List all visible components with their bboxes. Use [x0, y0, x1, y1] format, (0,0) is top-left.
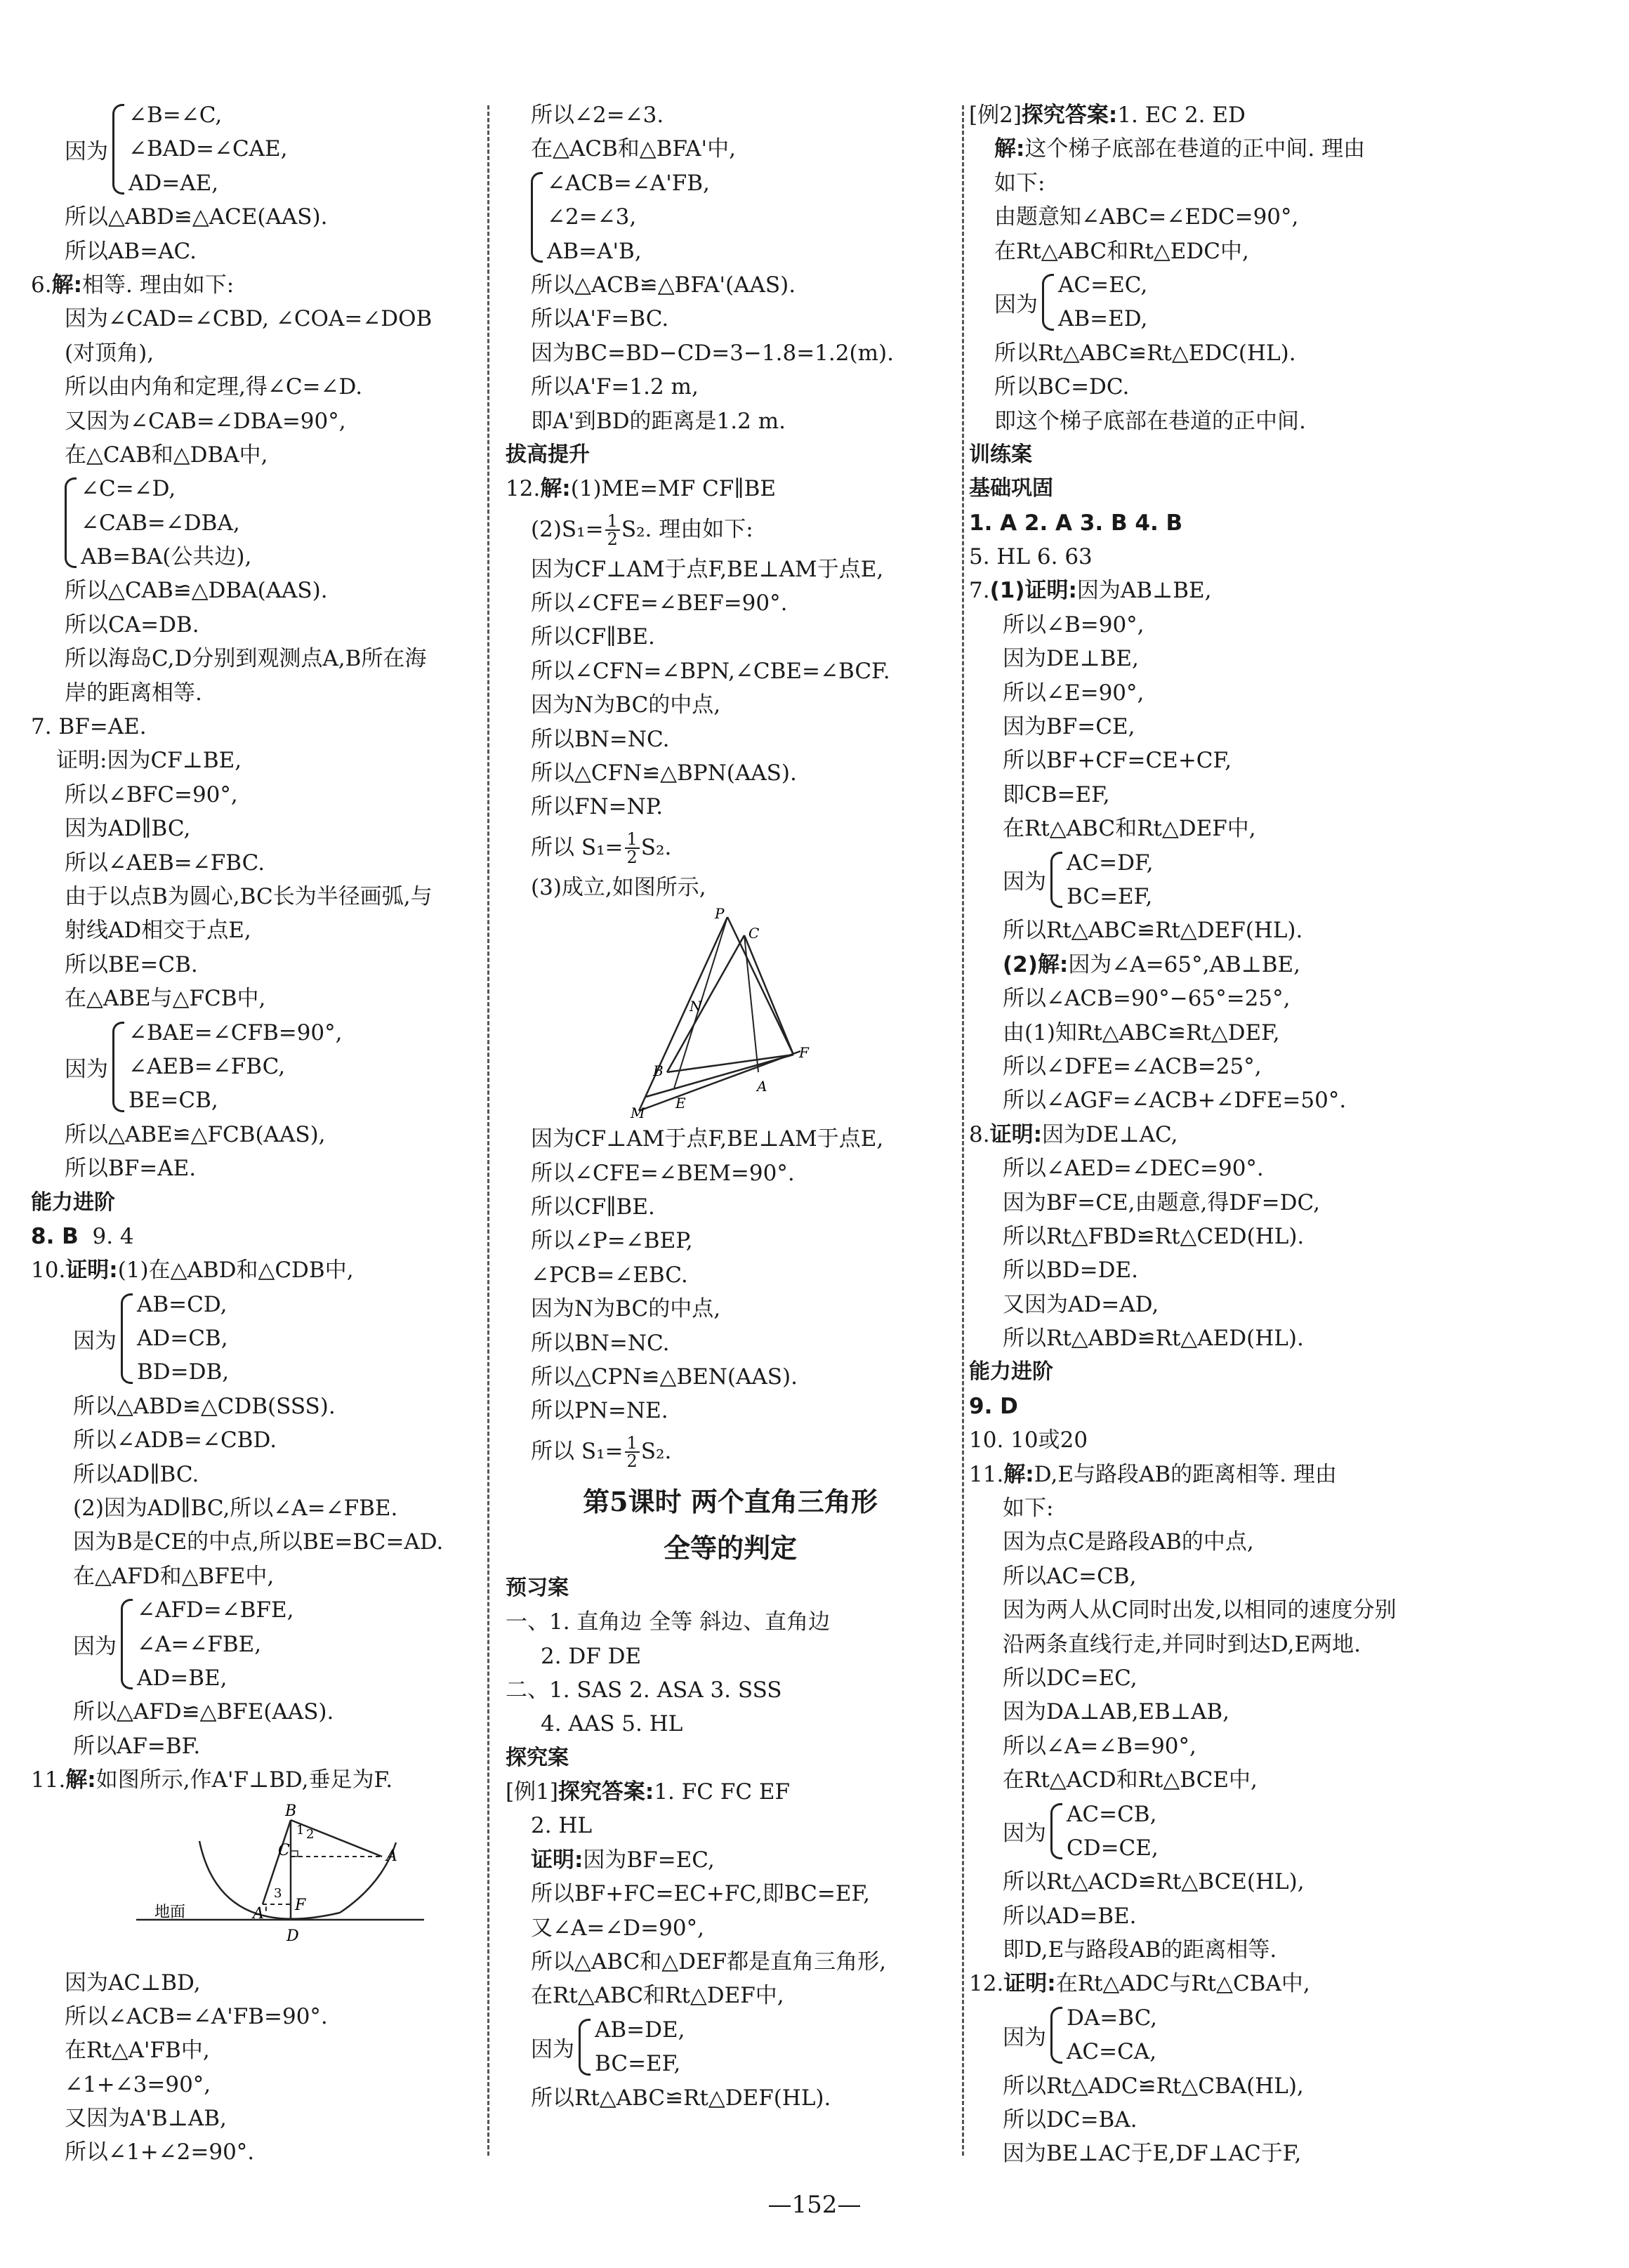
section-heading: 预习案 [506, 1575, 569, 1600]
text-line: 所以△ABC和△DEF都是直角三角形, [531, 1949, 886, 1975]
example-label: [例2] [969, 103, 1022, 128]
text-line: 一、1. 直角边 全等 斜边、直角边 [506, 1609, 831, 1635]
condition-line: AC=CA, [1067, 2039, 1157, 2065]
text-line: 所以△ABD≌△ACE(AAS). [65, 204, 328, 230]
question-number: 6. [31, 272, 52, 298]
question-number: 11. [31, 1767, 66, 1793]
question-number: 10. [31, 1258, 66, 1284]
question-7: 7. BF=AE. [31, 714, 147, 740]
section-heading: 基础巩固 [969, 476, 1053, 501]
fraction [605, 513, 620, 548]
text-line: 所以△CFN≌△BPN(AAS). [531, 760, 797, 786]
text-line: 所以BC=DC. [994, 374, 1130, 400]
condition-group [969, 2001, 1545, 2069]
text-line: 在Rt△A'FB中, [65, 2038, 210, 2064]
question-10 [31, 1253, 480, 1287]
section-heading: 能力进阶 [31, 1189, 115, 1215]
text-line: 所以Rt△FBD≌Rt△CED(HL). [1003, 1223, 1305, 1249]
text-line: 在Rt△ABC和Rt△EDC中, [994, 238, 1249, 264]
denominator: 2 [626, 848, 638, 868]
condition-line: AB=BA(公共边), [81, 544, 252, 570]
text-line: 因为DA⊥AB,EB⊥AB, [1003, 1699, 1230, 1725]
formula-part: S₂. [640, 834, 672, 860]
label-A: A [386, 1847, 397, 1865]
condition-line: AB=DE, [595, 2017, 685, 2043]
question-12 [969, 1967, 1545, 2000]
text-line: 所以∠AGF=∠ACB+∠DFE=50°. [1003, 1088, 1347, 1114]
proof-label: 证明: [531, 1847, 583, 1873]
text-line: 4. AAS 5. HL [541, 1711, 683, 1737]
condition-line: ∠AEB=∠FBC, [128, 1053, 286, 1079]
condition-group [31, 1016, 480, 1118]
text-line: 2. HL [531, 1813, 593, 1839]
section-heading: 拔高提升 [506, 442, 590, 467]
brace [1050, 1803, 1062, 1860]
answer-9: 9. D [969, 1393, 1018, 1419]
text-line: 所以BE=CB. [65, 951, 198, 977]
text-line: ∠PCB=∠EBC. [531, 1262, 688, 1288]
label-M: M [631, 1105, 645, 1119]
answer-8: 8. B [31, 1223, 79, 1249]
text-line: 由题意知∠ABC=∠EDC=90°, [994, 204, 1299, 230]
left-column [31, 98, 480, 2170]
text-line: 所以BN=NC. [531, 726, 670, 752]
lesson-subtitle: 全等的判定 [663, 1531, 797, 1564]
condition-line: ∠ACB=∠A'FB, [547, 170, 710, 196]
text-line: 所以A'F=BC. [531, 306, 669, 332]
label-A-prime: A' [253, 1904, 268, 1923]
question-text: D,E与路段AB的距离相等. 理由 [1034, 1461, 1337, 1487]
numerator: 1 [605, 513, 620, 531]
brace [121, 1599, 133, 1689]
answers-8-9 [31, 1220, 480, 1253]
question-6 [31, 268, 480, 302]
answer-10: 10. 10或20 [969, 1428, 1088, 1453]
text-line: 所以∠BFC=90°, [65, 782, 238, 807]
label-F: F [799, 1044, 809, 1062]
text-line: 因为CF⊥AM于点F,BE⊥AM于点E, [531, 1126, 884, 1152]
text-line: 因为AD∥BC, [65, 816, 191, 842]
text-line: 在△ACB和△BFA'中, [531, 136, 736, 162]
text-line: 所以AF=BF. [73, 1733, 201, 1759]
question-7 [969, 574, 1545, 607]
text-line: 因为B是CE的中点,所以BE=BC=AD. [73, 1529, 444, 1555]
brace [1050, 852, 1062, 909]
text-line: 所以AB=AC. [65, 238, 197, 264]
section-heading: 能力进阶 [969, 1359, 1053, 1385]
text-line: 所以BN=NC. [531, 1330, 670, 1356]
ladder-diagram [31, 1800, 480, 1962]
condition-line: AB=ED, [1058, 306, 1148, 332]
right-column [969, 98, 1545, 2171]
condition-line: AB=A'B, [547, 238, 642, 264]
text-line: 所以Rt△ABC≌Rt△DEF(HL). [531, 2085, 831, 2111]
text-line: 又因为∠CAB=∠DBA=90°, [65, 408, 346, 434]
condition-line: AB=CD, [137, 1291, 227, 1317]
question-number: 7. [969, 578, 990, 604]
middle-column [506, 98, 955, 2115]
text-line: 所以△ACB≌△BFA'(AAS). [531, 272, 796, 298]
label-A: A [757, 1078, 767, 1095]
text-line: 所以∠CFE=∠BEM=90°. [531, 1160, 795, 1186]
text-line: 又∠A=∠D=90°, [531, 1915, 704, 1941]
because-label: 因为 [1003, 2024, 1046, 2050]
formula-part: 所以 S₁= [531, 834, 624, 860]
lesson-title: 第5课时 两个直角三角形 [583, 1485, 878, 1517]
because-label: 因为 [1003, 1821, 1046, 1847]
text-line: 所以AD=BE. [1003, 1903, 1137, 1929]
text-line: ∠1+∠3=90°, [65, 2071, 211, 2097]
proof-label: 证明: [1003, 1971, 1056, 1997]
ground-label: 地面 [154, 1903, 186, 1921]
text-line: 沿两条直线行走,并同时到达D,E两地. [1003, 1631, 1361, 1657]
text-line: (3)成立,如图所示, [531, 874, 706, 900]
text-line: (对顶角), [65, 340, 154, 366]
text-line: 所以∠1+∠2=90°. [65, 2140, 255, 2165]
condition-group [506, 2013, 955, 2081]
text-line: 在Rt△ACD和Rt△BCE中, [1003, 1767, 1258, 1793]
text-line: 所以∠B=90°, [1003, 612, 1145, 638]
text-line: 所以AD∥BC. [73, 1461, 199, 1487]
text-line: 所以Rt△ADC≌Rt△CBA(HL), [1003, 2073, 1304, 2099]
text-line: 所以BF=AE. [65, 1156, 197, 1182]
triangle-diagram [506, 907, 955, 1118]
text-line: 所以FN=NP. [531, 794, 664, 820]
text-line: 所以∠2=∠3. [531, 103, 664, 128]
brace [65, 477, 77, 568]
answers-1-4: 1. A 2. A 3. B 4. B [969, 510, 1183, 536]
condition-line: ∠AFD=∠BFE, [137, 1597, 294, 1623]
example-1 [506, 1775, 955, 1809]
label-N: N [690, 998, 702, 1015]
text-line: 所以∠P=∠BEP, [531, 1228, 693, 1254]
text-line: 所以∠ACB=∠A'FB=90°. [65, 2003, 328, 2029]
formula-part: S₂. 理由如下: [621, 516, 753, 542]
text-line: 因为N为BC的中点, [531, 692, 721, 718]
because-label: 因为 [531, 2036, 574, 2062]
text-line: 如下: [994, 170, 1046, 196]
text-line: 所以Rt△ACD≌Rt△BCE(HL), [1003, 1869, 1305, 1895]
solution-label: 解: [994, 136, 1025, 162]
solution-text: 因为∠A=65°,AB⊥BE, [1068, 951, 1301, 977]
brace [121, 1293, 133, 1384]
condition-line: ∠B=∠C, [128, 103, 223, 128]
condition-line: AD=BE, [137, 1665, 227, 1691]
solution-text: 这个梯子底部在巷道的正中间. 理由 [1024, 136, 1366, 162]
text-line: 所以△AFD≌△BFE(AAS). [73, 1699, 334, 1725]
condition-group [31, 98, 480, 200]
text-line: 射线AD相交于点E, [65, 918, 251, 944]
text-line: 又因为A'B⊥AB, [65, 2106, 227, 2132]
condition-line: ∠CAB=∠DBA, [81, 510, 240, 536]
text-line: 所以CA=DB. [65, 612, 199, 638]
numerator: 1 [625, 831, 640, 849]
text-line: 如下: [1003, 1496, 1054, 1522]
text-line: 因为点C是路段AB的中点, [1003, 1529, 1254, 1555]
label-F: F [295, 1896, 306, 1914]
angle-3: 3 [274, 1885, 282, 1901]
answer-text: 1. FC FC EF [654, 1779, 791, 1805]
brace [112, 104, 124, 195]
question-8 [969, 1118, 1545, 1152]
label-B: B [653, 1062, 664, 1080]
text-line: 由于以点B为圆心,BC长为半径画弧,与 [65, 883, 433, 909]
text-line: (2)因为AD∥BC,所以∠A=∠FBE. [73, 1496, 398, 1522]
condition-group [31, 472, 480, 574]
answer-label: 探究答案: [558, 1779, 654, 1805]
answer-text: 1. EC 2. ED [1117, 103, 1246, 128]
text-line: 由(1)知Rt△ABC≌Rt△DEF, [1003, 1020, 1280, 1046]
text-line: 所以∠CFN=∠BPN,∠CBE=∠BCF. [531, 658, 890, 684]
numerator: 1 [625, 1435, 640, 1453]
condition-line: AC=DF, [1067, 850, 1154, 876]
text-line: 所以由内角和定理,得∠C=∠D. [65, 374, 363, 400]
text-line: 所以Rt△ABD≌Rt△AED(HL). [1003, 1326, 1304, 1352]
condition-line: AC=EC, [1058, 272, 1148, 298]
condition-line: ∠A=∠FBE, [137, 1631, 262, 1657]
text-line: 在Rt△ABC和Rt△DEF中, [531, 1983, 784, 2009]
text-line: 所以∠AEB=∠FBC. [65, 850, 265, 876]
question-number: 11. [969, 1461, 1004, 1487]
ladder-figure [31, 1800, 480, 1962]
because-label: 因为 [994, 291, 1038, 317]
condition-line: BE=CB, [128, 1088, 218, 1114]
because-label: 因为 [73, 1634, 117, 1660]
text-line: 即CB=EF, [1003, 782, 1110, 807]
column-divider-right [962, 105, 964, 2156]
denominator: 2 [607, 529, 618, 550]
text-line: 所以∠CFE=∠BEF=90°. [531, 591, 788, 617]
section-heading: 探究案 [506, 1745, 569, 1770]
text-line: 所以BF+CF=CE+CF, [1003, 748, 1232, 774]
text-line: 因为BF=CE,由题意,得DF=DC, [1003, 1189, 1320, 1215]
text-line: 因为BF=CE, [1003, 714, 1135, 740]
answer-label: 解: [65, 1767, 96, 1793]
formula-line [506, 506, 955, 553]
text-line: 二、1. SAS 2. ASA 3. SSS [506, 1677, 782, 1703]
formula-part: S₂. [640, 1438, 672, 1464]
text-line: 因为两人从C同时出发,以相同的速度分别 [1003, 1597, 1397, 1623]
text-line: 岸的距离相等. [65, 680, 202, 706]
formula-line [506, 824, 955, 871]
because-label: 因为 [73, 1328, 117, 1354]
text-line: 因为N为BC的中点, [531, 1296, 721, 1322]
text-line: 所以CF∥BE. [531, 624, 655, 650]
proof-label: 证明: [989, 1121, 1042, 1147]
text-line: 即这个梯子底部在巷道的正中间. [994, 408, 1306, 434]
answer-label: 解: [1003, 1461, 1034, 1487]
label-B: B [285, 1802, 297, 1820]
because-label: 因为 [65, 139, 108, 165]
condition-line: BC=EF, [595, 2051, 681, 2077]
text-line: 所以DC=BA. [1003, 2107, 1137, 2133]
proof-text: 因为BF=EC, [583, 1847, 715, 1873]
formula-part: (2)S₁= [531, 516, 604, 542]
answers-5-6: 5. HL 6. 63 [969, 544, 1093, 570]
text-line: 所以∠ACB=90°−65°=25°, [1003, 986, 1291, 1012]
example-2 [969, 98, 1545, 132]
column-divider-left [487, 105, 489, 2156]
question-number: 12. [506, 476, 541, 502]
text-line: 在Rt△ABC和Rt△DEF中, [1003, 816, 1256, 842]
fraction [625, 1435, 640, 1470]
triangle-figure [506, 907, 955, 1118]
text-line: 又因为AD=AD, [1003, 1291, 1159, 1317]
text-line: 在△ABE与△FCB中, [65, 986, 266, 1012]
brace [579, 2019, 591, 2076]
text-line: 所以△CAB≌△DBA(AAS). [65, 578, 328, 604]
question-11 [969, 1458, 1545, 1491]
condition-group [506, 166, 955, 268]
condition-line: BD=DB, [137, 1359, 230, 1385]
question-11 [31, 1763, 480, 1797]
text-line: 证明:因为CF⊥BE, [56, 748, 242, 774]
condition-line: ∠2=∠3, [547, 204, 637, 230]
text-line: 所以△CPN≌△BEN(AAS). [531, 1364, 798, 1390]
solution-line [969, 948, 1545, 982]
brace [112, 1022, 124, 1112]
text-line: 即D,E与路段AB的距离相等. [1003, 1937, 1277, 1963]
text-line: 所以海岛C,D分别到观测点A,B所在海 [65, 646, 427, 672]
text-line: 所以∠ADB=∠CBD. [73, 1428, 277, 1453]
question-text: (1)在△ABD和△CDB中, [117, 1258, 354, 1284]
answer-label: 解: [51, 272, 82, 298]
answer-9: 9. 4 [92, 1223, 134, 1249]
text-line: 所以Rt△ABC≌Rt△DEF(HL). [1003, 918, 1303, 944]
condition-group [969, 1798, 1545, 1866]
question-12 [506, 472, 955, 506]
because-label: 因为 [65, 1056, 108, 1082]
answer-label: 探究答案: [1021, 103, 1118, 128]
formula-part: 所以 S₁= [531, 1438, 624, 1464]
because-label: 因为 [1003, 869, 1046, 895]
angle-2: 2 [306, 1826, 315, 1842]
angle-1: 1 [296, 1822, 305, 1838]
text-line: 在△CAB和△DBA中, [65, 442, 268, 468]
condition-group [31, 1288, 480, 1390]
text-line: 因为BE⊥AC于E,DF⊥AC于F, [1003, 2141, 1302, 2167]
text-line: 2. DF DE [541, 1643, 642, 1669]
text-line: 所以∠A=∠B=90°, [1003, 1733, 1196, 1759]
question-text: (1)ME=MF CF∥BE [570, 476, 777, 502]
solution-label: (2)解: [1003, 951, 1069, 977]
condition-line: AC=CB, [1067, 1801, 1157, 1827]
text-line: 所以∠DFE=∠ACB=25°, [1003, 1053, 1262, 1079]
text-line: 所以DC=EC, [1003, 1665, 1137, 1691]
label-C: C [748, 925, 760, 942]
condition-line: DA=BC, [1067, 2005, 1158, 2031]
label-C: C [278, 1841, 290, 1859]
condition-line: AD=AE, [128, 170, 219, 196]
text-line: 所以△ABE≌△FCB(AAS), [65, 1121, 326, 1147]
text-line: 所以PN=NE. [531, 1398, 668, 1424]
condition-line: BC=EF, [1067, 883, 1153, 909]
proof-label: 证明: [65, 1258, 118, 1284]
question-text: 因为AB⊥BE, [1076, 578, 1212, 604]
solution-line [969, 132, 1545, 166]
condition-line: ∠BAE=∠CFB=90°, [128, 1020, 343, 1046]
question-text: 因为DE⊥AC, [1041, 1121, 1178, 1147]
text-line: 所以CF∥BE. [531, 1194, 655, 1220]
condition-line: ∠C=∠D, [81, 476, 176, 502]
example-label: [例1] [506, 1779, 558, 1805]
text-line: 因为AC⊥BD, [65, 1970, 201, 1996]
text-line: 所以BF+FC=EC+FC,即BC=EF, [531, 1881, 870, 1907]
text-line: 所以BD=DE. [1003, 1258, 1138, 1284]
formula-line [506, 1428, 955, 1475]
section-heading: 训练案 [969, 442, 1032, 467]
text-line: 所以∠E=90°, [1003, 680, 1145, 706]
label-E: E [675, 1095, 686, 1112]
text-line: 因为∠CAD=∠CBD, ∠COA=∠DOB [65, 306, 433, 332]
fraction [625, 831, 640, 866]
question-number: 8. [969, 1121, 990, 1147]
label-D: D [286, 1927, 299, 1945]
condition-line: AD=CB, [137, 1326, 228, 1352]
text-line: 即A'到BD的距离是1.2 m. [531, 408, 786, 434]
question-text: 如图所示,作A'F⊥BD,垂足为F. [95, 1767, 393, 1793]
text-line: 在△AFD和△BFE中, [73, 1563, 275, 1589]
text-line: 所以∠AED=∠DEC=90°. [1003, 1156, 1264, 1182]
text-line: 因为DE⊥BE, [1003, 646, 1139, 672]
question-text: 在Rt△ADC与Rt△CBA中, [1055, 1971, 1310, 1997]
answer-text: 相等. 理由如下: [81, 272, 235, 298]
text-line: 因为BC=BD−CD=3−1.8=1.2(m). [531, 340, 894, 366]
condition-line: ∠BAD=∠CAE, [128, 136, 288, 162]
condition-group [31, 1593, 480, 1695]
text-line: 所以A'F=1.2 m, [531, 374, 699, 400]
condition-group [969, 268, 1545, 336]
text-line: 所以Rt△ABC≌Rt△EDC(HL). [994, 340, 1296, 366]
condition-group [969, 846, 1545, 914]
brace [1050, 2007, 1062, 2064]
condition-line: CD=CE, [1067, 1835, 1159, 1861]
denominator: 2 [626, 1451, 638, 1472]
brace [531, 172, 543, 263]
text-line: 因为CF⊥AM于点F,BE⊥AM于点E, [531, 556, 884, 582]
question-number: 12. [969, 1971, 1004, 1997]
text-line: 所以△ABD≌△CDB(SSS). [73, 1393, 336, 1419]
answer-label: 解: [540, 476, 571, 502]
proof-label: (1)证明: [989, 578, 1077, 604]
proof-line [506, 1843, 955, 1877]
page-number: —152— [767, 2191, 862, 2219]
text-line: 所以AC=CB, [1003, 1563, 1137, 1589]
brace [1042, 274, 1054, 331]
label-P: P [715, 907, 725, 923]
